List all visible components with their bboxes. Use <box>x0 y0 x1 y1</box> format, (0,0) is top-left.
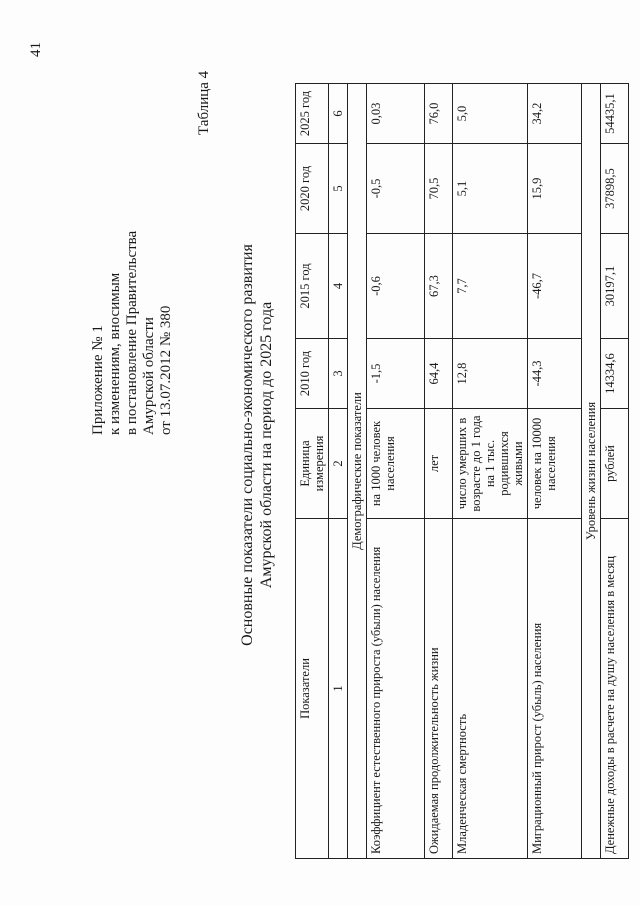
value-2015: 7,7 <box>453 234 528 339</box>
appendix-note <box>90 231 175 435</box>
indicator-cell: Ожидаемая продолжительность жизни <box>425 519 453 859</box>
value-2020: 5,1 <box>453 144 528 234</box>
table-label: Таблица 4 <box>196 70 212 135</box>
appendix-line: от 13.07.2012 № 380 <box>158 305 174 435</box>
value-2010: 64,4 <box>425 339 453 409</box>
header-cell: 2015 год <box>296 234 329 339</box>
value-2015: 30197,1 <box>601 234 629 339</box>
value-2020: 15,9 <box>528 144 582 234</box>
section-row-demography <box>348 84 367 859</box>
value-2015: -46,7 <box>528 234 582 339</box>
indicators-table <box>295 83 629 859</box>
section-row-living-standard <box>582 84 601 859</box>
table-row <box>425 84 453 859</box>
value-2015: 67,3 <box>425 234 453 339</box>
value-2015: -0,6 <box>367 234 425 339</box>
table-row <box>367 84 425 859</box>
table-row <box>528 84 582 859</box>
table-number-row <box>329 84 348 859</box>
header-cell: Единица измерения <box>296 409 329 519</box>
unit-cell: число умерших в возрасте до 1 года на 1 тыс. родившихся живыми <box>453 409 528 519</box>
column-number: 4 <box>329 234 348 339</box>
indicator-cell: Коэффициент естественного прироста (убыли) населения <box>367 519 425 859</box>
title-line: Основные показатели социально-экономического развития <box>239 244 256 646</box>
page-number: 41 <box>28 42 44 57</box>
appendix-line: к изменениям, вносимым <box>107 272 123 435</box>
title-line: Амурской области на период до 2025 года <box>258 301 275 589</box>
section-title: Демографические показатели <box>348 84 367 859</box>
value-2025: 76,0 <box>425 84 453 144</box>
value-2020: -0,5 <box>367 144 425 234</box>
section-title: Уровень жизни населения <box>582 84 601 859</box>
value-2025: 34,2 <box>528 84 582 144</box>
table-row <box>453 84 528 859</box>
indicator-cell: Миграционный прирост (убыль) населения <box>528 519 582 859</box>
value-2010: 14334,6 <box>601 339 629 409</box>
value-2025: 5,0 <box>453 84 528 144</box>
value-2020: 70,5 <box>425 144 453 234</box>
column-number: 6 <box>329 84 348 144</box>
value-2010: -44,3 <box>528 339 582 409</box>
indicator-cell: Младенческая смертность <box>453 519 528 859</box>
unit-cell: рублей <box>601 409 629 519</box>
column-number: 3 <box>329 339 348 409</box>
header-cell: 2020 год <box>296 144 329 234</box>
document-title <box>238 135 276 755</box>
value-2025: 0,03 <box>367 84 425 144</box>
table-row <box>601 84 629 859</box>
column-number: 2 <box>329 409 348 519</box>
unit-cell: лет <box>425 409 453 519</box>
value-2025: 54435,1 <box>601 84 629 144</box>
indicator-cell: Денежные доходы в расчете на душу населения в месяц <box>601 519 629 859</box>
value-2010: -1,5 <box>367 339 425 409</box>
header-cell: Показатели <box>296 519 329 859</box>
column-number: 1 <box>329 519 348 859</box>
table-header-row <box>296 84 329 859</box>
appendix-line: Приложение № 1 <box>90 325 106 435</box>
value-2020: 37898,5 <box>601 144 629 234</box>
header-cell: 2010 год <box>296 339 329 409</box>
header-cell: 2025 год <box>296 84 329 144</box>
unit-cell: на 1000 человек населения <box>367 409 425 519</box>
value-2010: 12,8 <box>453 339 528 409</box>
appendix-line: Амурской области <box>141 317 157 435</box>
unit-cell: человек на 10000 населения <box>528 409 582 519</box>
column-number: 5 <box>329 144 348 234</box>
appendix-line: в постановление Правительства <box>124 230 140 435</box>
